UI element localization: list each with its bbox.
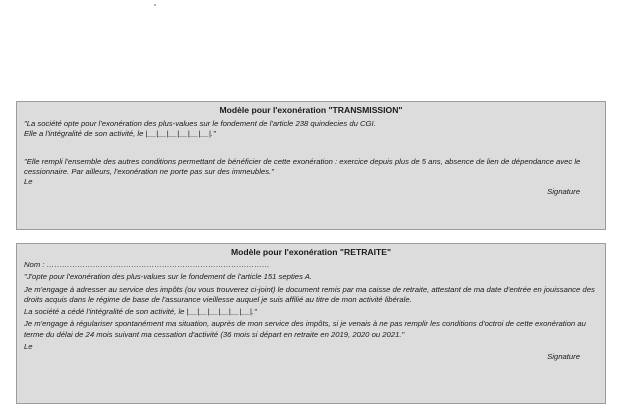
transmission-model-box: [16, 101, 606, 230]
retraite-model-box: [16, 243, 606, 404]
retraite-signature-label: Signature: [547, 352, 580, 362]
transmission-le-label: Le: [24, 177, 33, 187]
retraite-regularization-paragraph: Je m'engage à régulariser spontanément ma situation, auprès de mon service des impôts, si je venais à ne pas remplir les conditions d'octroi de cette exonération au terme du délai de 24 mois suivant ma cessation d'activité (36 mois si départ en retraite en 2019, 2020 ou 2021.": [24, 319, 586, 339]
retraite-le-label: Le: [24, 342, 33, 352]
retraite-commitment-paragraph: Je m'engage à adresser au service des impôts (ou vous trouverez ci-joint) le document remis par ma caisse de retraite, attestant de ma date d'entrée en jouissance des droits acquis dans le régime de base de l'assurance vieillesse auquel je suis affilié au titre de mon activité libérale.: [24, 284, 595, 304]
stray-dot: [154, 4, 156, 6]
transmission-signature-label: Signature: [547, 187, 580, 197]
transmission-activity-date-line: Elle a l'intégralité de son activité, le |__|__|__|__|__|__|.": [24, 129, 216, 139]
transmission-option-line: "La société opte pour l'exonération des plus-values sur le fondement de l'article 238 quindecies du CGI.: [24, 119, 376, 128]
transmission-title: Modèle pour l'exonération "TRANSMISSION": [219, 105, 403, 115]
transmission-conditions-paragraph: "Elle rempli l'ensemble des autres conditions permettant de bénéficier de cette exonération : exercice depuis plus de 5 ans, absence de lien de dépendance avec le cessionnaire. Par ailleurs, l'exonération ne porte pas sur des immeubles.": [24, 156, 581, 176]
retraite-title: Modèle pour l'exonération "RETRAITE": [230, 247, 392, 257]
retraite-nom-line: Nom : ……………………………………………………………………………: [24, 260, 270, 269]
retraite-activity-date-line: La société a cédé l'intégralité de son activité, le |__|__|__|__|__|__|.": [24, 307, 257, 317]
retraite-option-line: "J'opte pour l'exonération des plus-values sur le fondement de l'article 151 septies A.: [24, 272, 313, 282]
